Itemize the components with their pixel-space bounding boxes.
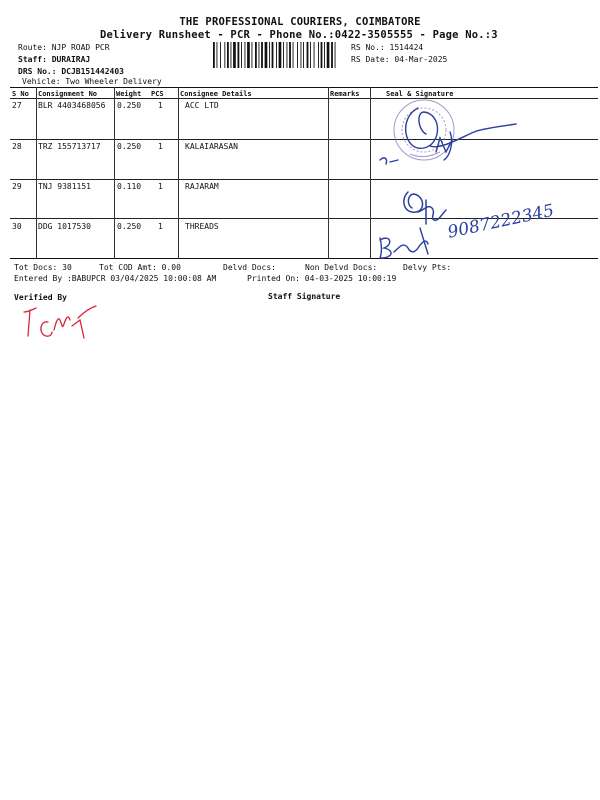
row-sno: 27 — [12, 101, 22, 110]
rs-date: RS Date: 04-Mar-2025 — [351, 55, 448, 64]
row-weight: 0.250 — [117, 101, 142, 110]
non-delivered-docs: Non Delvd Docs: — [305, 263, 378, 272]
column-header-consignment: Consignment No — [38, 90, 98, 98]
staff-signature-label: Staff Signature — [268, 292, 341, 301]
row-consignment: BLR 4403468056 — [38, 101, 106, 110]
row-consignment: TRZ 155713717 — [38, 142, 101, 151]
row-consignee: THREADS — [185, 222, 219, 231]
signature-icon — [380, 228, 428, 258]
column-header-remarks: Remarks — [330, 90, 360, 98]
row-weight: 0.250 — [117, 142, 142, 151]
row-consignment: TNJ 9381151 — [38, 182, 91, 191]
row-weight: 0.110 — [117, 182, 142, 191]
total-docs: Tot Docs: 30 — [14, 263, 72, 272]
column-header-pcs: PCS — [151, 90, 164, 98]
row-pcs: 1 — [158, 142, 163, 151]
delivery-points: Delvy Pts: — [403, 263, 452, 272]
row-pcs: 1 — [158, 182, 163, 191]
entered-by: Entered By :BABUPCR 03/04/2025 10:00:08 AM — [14, 274, 217, 283]
row-sno: 30 — [12, 222, 22, 231]
row-pcs: 1 — [158, 101, 163, 110]
row-weight: 0.250 — [117, 222, 142, 231]
row-sno: 29 — [12, 182, 22, 191]
signature-icon — [404, 192, 446, 224]
rs-number: RS No.: 1514424 — [351, 43, 424, 52]
drs-number: DRS No.: DCJB151442403 — [18, 67, 124, 76]
barcode-icon — [212, 42, 340, 68]
company-title: THE PROFESSIONAL COURIERS, COIMBATORE — [179, 16, 421, 28]
handwritten-phone-number: 9087222345 — [445, 200, 556, 243]
column-header-consignee: Consignee Details — [180, 90, 252, 98]
row-consignee: RAJARAM — [185, 182, 219, 191]
route-label: Route: NJP ROAD PCR — [18, 43, 110, 52]
column-header-sno: S No — [12, 90, 29, 98]
column-header-weight: Weight — [116, 90, 142, 98]
verified-by-label: Verified By — [14, 293, 67, 302]
delivered-docs: Delvd Docs: — [223, 263, 276, 272]
printed-on: Printed On: 04-03-2025 10:00:19 — [247, 274, 397, 283]
verified-signature-icon — [14, 300, 104, 350]
signature-icon — [380, 108, 516, 164]
total-cod-amount: Tot COD Amt: 0.00 — [99, 263, 181, 272]
row-sno: 28 — [12, 142, 22, 151]
row-consignment: DDG 1017530 — [38, 222, 91, 231]
staff-label: Staff: DURAIRAJ — [18, 55, 91, 64]
runsheet-title: Delivery Runsheet - PCR - Phone No.:0422-3505555 - Page No.:3 — [100, 29, 498, 41]
row-pcs: 1 — [158, 222, 163, 231]
row-consignee: ACC LTD — [185, 101, 219, 110]
vehicle-label: Vehicle: Two Wheeler Delivery — [22, 77, 162, 86]
row-consignee: KALAIARASAN — [185, 142, 238, 151]
column-header-seal: Seal & Signature — [386, 90, 454, 98]
